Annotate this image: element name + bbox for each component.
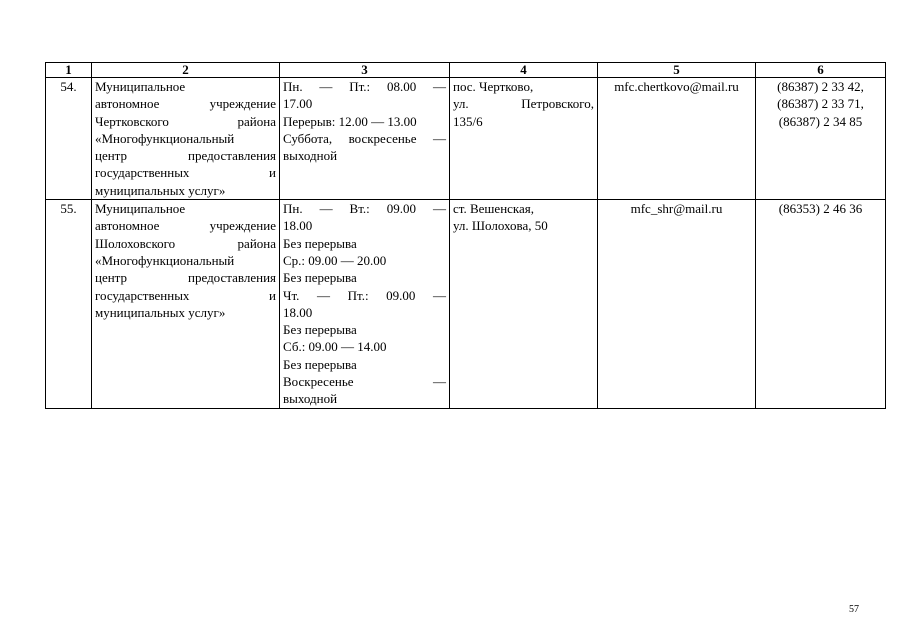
schedule-line: 18.00 bbox=[283, 218, 313, 234]
schedule-line: Пн. — Пт.: 08.00 — bbox=[283, 79, 446, 94]
schedule-cell bbox=[280, 200, 450, 409]
schedule-line: Суббота, воскресенье — bbox=[283, 130, 446, 146]
institution-name-line: «Многофункциональный bbox=[95, 130, 235, 146]
row-number: 55. bbox=[46, 200, 92, 409]
institution-name-line: центр предоставления bbox=[95, 270, 276, 286]
header-col-4: 4 bbox=[450, 63, 598, 78]
schedule-line: Без перерыва bbox=[283, 356, 357, 372]
phone-line: (86387) 2 33 71, bbox=[777, 96, 864, 112]
header-col-1: 1 bbox=[46, 63, 92, 78]
header-col-5: 5 bbox=[598, 63, 756, 78]
institution-name-line: «Многофункциональный bbox=[95, 252, 235, 268]
institution-name-line: Муниципальное bbox=[95, 201, 186, 217]
address-cell bbox=[450, 78, 598, 200]
phone-cell bbox=[756, 200, 886, 409]
schedule-line: 18.00 bbox=[283, 304, 313, 320]
schedule-line: Без перерыва bbox=[283, 235, 357, 251]
address-line: ул. Петровского, bbox=[453, 96, 594, 112]
phone-cell bbox=[756, 78, 886, 200]
schedule-line: Чт. — Пт.: 09.00 — bbox=[283, 287, 446, 303]
institution-name-line: автономное учреждение bbox=[95, 218, 276, 234]
schedule-line: Сб.: 09.00 — 14.00 bbox=[283, 339, 387, 355]
header-col-2: 2 bbox=[92, 63, 280, 78]
mfc-table bbox=[45, 62, 886, 409]
header-col-6: 6 bbox=[756, 63, 886, 78]
schedule-line: Без перерыва bbox=[283, 270, 357, 286]
email-cell bbox=[598, 200, 756, 409]
institution-name-cell bbox=[92, 78, 280, 200]
schedule-line: Без перерыва bbox=[283, 322, 357, 338]
institution-name-line: государственных и bbox=[95, 287, 276, 303]
schedule-line: выходной bbox=[283, 391, 338, 407]
institution-name-line: муниципальных услуг» bbox=[95, 304, 226, 320]
email-link[interactable]: mfc.chertkovo@mail.ru bbox=[614, 79, 739, 94]
address-line: ст. Вешенская, bbox=[453, 201, 535, 217]
schedule-line: выходной bbox=[283, 148, 338, 164]
address-cell bbox=[450, 200, 598, 409]
email-cell bbox=[598, 78, 756, 200]
header-col-3: 3 bbox=[280, 63, 450, 78]
institution-name-line: Шолоховского района bbox=[95, 235, 276, 251]
schedule-line: Воскресенье — bbox=[283, 374, 446, 390]
institution-name-line: муниципальных услуг» bbox=[95, 182, 226, 198]
email-link[interactable]: mfc_shr@mail.ru bbox=[630, 201, 723, 217]
schedule-line: 17.00 bbox=[283, 96, 313, 112]
address-line: 135/6 bbox=[453, 113, 483, 129]
institution-name-line: центр предоставления bbox=[95, 148, 276, 164]
schedule-line: Перерыв: 12.00 — 13.00 bbox=[283, 113, 417, 129]
table-row bbox=[46, 200, 886, 409]
address-line: пос. Чертково, bbox=[453, 79, 534, 94]
schedule-cell bbox=[280, 78, 450, 200]
header-row bbox=[46, 63, 886, 78]
address-line: ул. Шолохова, 50 bbox=[453, 218, 548, 234]
institution-name-line: Муниципальное bbox=[95, 79, 186, 94]
schedule-line: Пн. — Вт.: 09.00 — bbox=[283, 201, 446, 217]
phone-line: (86387) 2 34 85 bbox=[778, 113, 863, 129]
row-number: 54. bbox=[46, 78, 92, 200]
institution-name-cell bbox=[92, 200, 280, 409]
page-number: 57 bbox=[849, 604, 859, 615]
phone-line: (86387) 2 33 42, bbox=[777, 79, 864, 94]
schedule-line: Ср.: 09.00 — 20.00 bbox=[283, 252, 387, 268]
institution-name-line: Чертковского района bbox=[95, 113, 276, 129]
phone-line: (86353) 2 46 36 bbox=[778, 201, 863, 217]
institution-name-line: государственных и bbox=[95, 165, 276, 181]
institution-name-line: автономное учреждение bbox=[95, 96, 276, 112]
table-row bbox=[46, 78, 886, 200]
table-header bbox=[46, 63, 886, 78]
